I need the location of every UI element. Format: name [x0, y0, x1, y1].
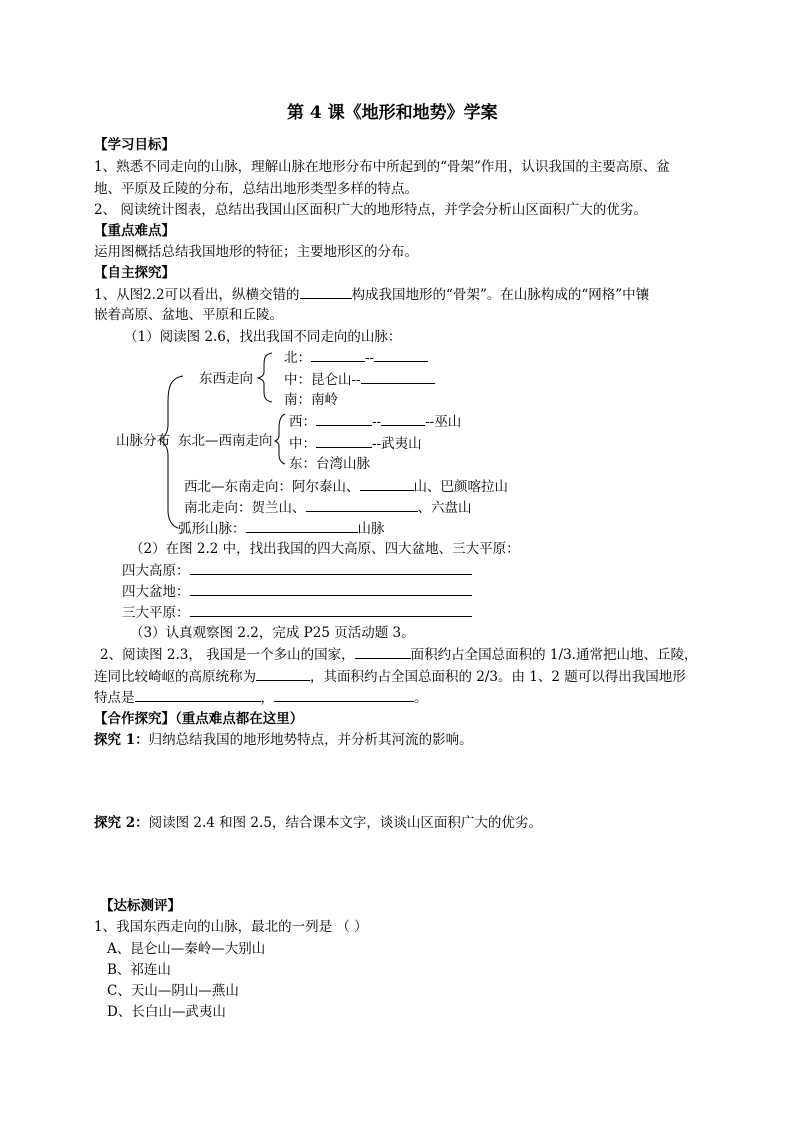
- ns-row: [184, 498, 472, 517]
- ne-mid: [289, 434, 422, 453]
- objective-1-line1: 1、熟悉不同走向的山脉，理解山脉在地形分布中所起到的“骨架”作用，认识我国的主要高原、盆: [94, 159, 670, 175]
- option-a[interactable]: A、昆仑山—秦岭—大别山: [107, 941, 266, 957]
- ew-south: 南：南岭: [284, 392, 338, 408]
- basins-blank[interactable]: [190, 582, 472, 596]
- question-2-line3: [94, 688, 428, 707]
- ew-north: [284, 348, 428, 367]
- bracket-main: [160, 376, 183, 528]
- nw-text-b: 山、巴颜喀拉山: [413, 479, 508, 495]
- ne-label: 东北—西南走向: [178, 433, 273, 449]
- q2-blank-4[interactable]: [274, 688, 414, 702]
- sub-question-1: （1）阅读图 2.6，找出我国不同走向的山脉：: [124, 329, 402, 345]
- ne-mid-end: --武夷山: [372, 436, 422, 452]
- ew-north-label: 北：: [284, 350, 311, 366]
- q2-blank-3[interactable]: [135, 688, 261, 702]
- keypoints-text: 运用图概括总结我国地形的特征；主要地形区的分布。: [94, 244, 418, 260]
- plains-row: [122, 603, 472, 622]
- objective-1-line2: 地、平原及丘陵的分布，总结出地形类型多样的特点。: [94, 181, 418, 197]
- exploration-2-text: 阅读图 2.4 和图 2.5，结合课本文字，谈谈山区面积广大的优劣。: [148, 815, 542, 831]
- exploration-1: [94, 731, 473, 749]
- arc-text-a: 弧形山脉：: [178, 521, 246, 537]
- q2-text-d: ，其面积约占全国总面积的 2/3。由 1、2 题可以得出我国地形: [310, 669, 686, 685]
- q2-text-g: 。: [414, 690, 428, 706]
- ns-text-a: 南北走向：贺兰山、: [184, 500, 306, 516]
- bracket-east-west: [258, 353, 272, 402]
- ne-mid-blank[interactable]: [316, 434, 372, 448]
- ne-west: [289, 412, 461, 431]
- ew-north-sep: --: [365, 350, 375, 366]
- ew-label: 东西走向: [199, 371, 253, 387]
- option-c[interactable]: C、天山—阴山—燕山: [107, 983, 239, 999]
- nw-se-row: [184, 477, 508, 496]
- plateaus-row: [122, 561, 472, 580]
- ew-mid-label: 中：昆仑山--: [284, 372, 361, 388]
- q2-text-c: 连同比较崎岖的高原统称为: [94, 669, 256, 685]
- tree-root: 山脉分布: [116, 433, 170, 449]
- exploration-2: [94, 814, 542, 832]
- q1-text-a: 1、从图2.2可以看出，纵横交错的: [94, 287, 300, 303]
- option-d[interactable]: D、长白山—武夷山: [107, 1004, 226, 1020]
- ne-west-end: --巫山: [425, 414, 462, 430]
- arc-blank[interactable]: [246, 519, 358, 533]
- ne-mid-label: 中：: [289, 436, 316, 452]
- test-question-1: 1、我国东西走向的山脉，最北的一列是 （ ）: [94, 919, 368, 935]
- test-header: 【达标测评】: [100, 898, 181, 914]
- q1-text-b: 构成我国地形的“骨架”。在山脉构成的“网格”中镶: [351, 287, 650, 303]
- nw-text-a: 西北—东南走向：阿尔泰山、: [184, 479, 360, 495]
- exploration-1-text: 归纳总结我国的地形地势特点，并分析其河流的影响。: [148, 732, 473, 748]
- ew-mid: [284, 370, 435, 389]
- q2-text-a: 2、阅读图 2.3， 我国是一个多山的国家，: [100, 647, 355, 663]
- sub-question-3: （3）认真观察图 2.2，完成 P25 页活动题 3。: [130, 625, 415, 641]
- nw-blank[interactable]: [360, 477, 414, 491]
- q2-text-f: ，: [260, 690, 274, 706]
- q2-blank-2[interactable]: [256, 667, 310, 681]
- coop-header: 【合作探究】（重点难点都在这里）: [94, 711, 304, 727]
- exploration-2-label: 探究 2：: [94, 815, 149, 831]
- question-1-line2: 嵌着高原、盆地、平原和丘陵。: [94, 307, 283, 323]
- ne-west-label: 西：: [289, 414, 316, 430]
- bracket-northeast-southwest: [275, 414, 285, 464]
- page-title: 第 4 课《地形和地势》学案: [287, 103, 498, 123]
- objective-2: 2、 阅读统计图表，总结出我国山区面积广大的地形特点，并学会分析山区面积广大的优劣。: [94, 202, 647, 218]
- q2-blank-1[interactable]: [355, 645, 411, 659]
- ne-west-blank-1[interactable]: [316, 412, 372, 426]
- ne-west-sep: --: [372, 414, 382, 430]
- ew-mid-blank[interactable]: [361, 370, 435, 384]
- self-study-header: 【自主探究】: [94, 265, 175, 281]
- option-b[interactable]: B、祁连山: [107, 962, 171, 978]
- ew-north-blank-2[interactable]: [374, 348, 428, 362]
- ns-blank[interactable]: [306, 498, 418, 512]
- ne-west-blank-2[interactable]: [381, 412, 425, 426]
- ew-north-blank-1[interactable]: [311, 348, 365, 362]
- arc-row: [178, 519, 385, 538]
- q2-text-b: 面积约占全国总面积的 1/3.通常把山地、丘陵，: [410, 647, 698, 663]
- keypoints-header: 【重点难点】: [94, 223, 175, 239]
- exploration-1-label: 探究 1：: [94, 732, 149, 748]
- basins-row: [122, 582, 472, 601]
- sub-question-2: （2）在图 2.2 中，找出我国的四大高原、四大盆地、三大平原：: [130, 541, 520, 557]
- plains-blank[interactable]: [190, 603, 472, 617]
- question-2-line2: [94, 667, 686, 686]
- plateaus-blank[interactable]: [190, 561, 472, 575]
- ns-text-b: 、六盘山: [417, 500, 472, 516]
- objectives-header: 【学习目标】: [94, 137, 175, 153]
- q2-text-e: 特点是: [94, 690, 135, 706]
- plains-label: 三大平原：: [122, 605, 190, 621]
- arc-text-b: 山脉: [357, 521, 385, 537]
- basins-label: 四大盆地：: [122, 584, 190, 600]
- ne-east: 东：台湾山脉: [289, 456, 370, 472]
- question-2-line1: [100, 645, 697, 664]
- plateaus-label: 四大高原：: [122, 563, 190, 579]
